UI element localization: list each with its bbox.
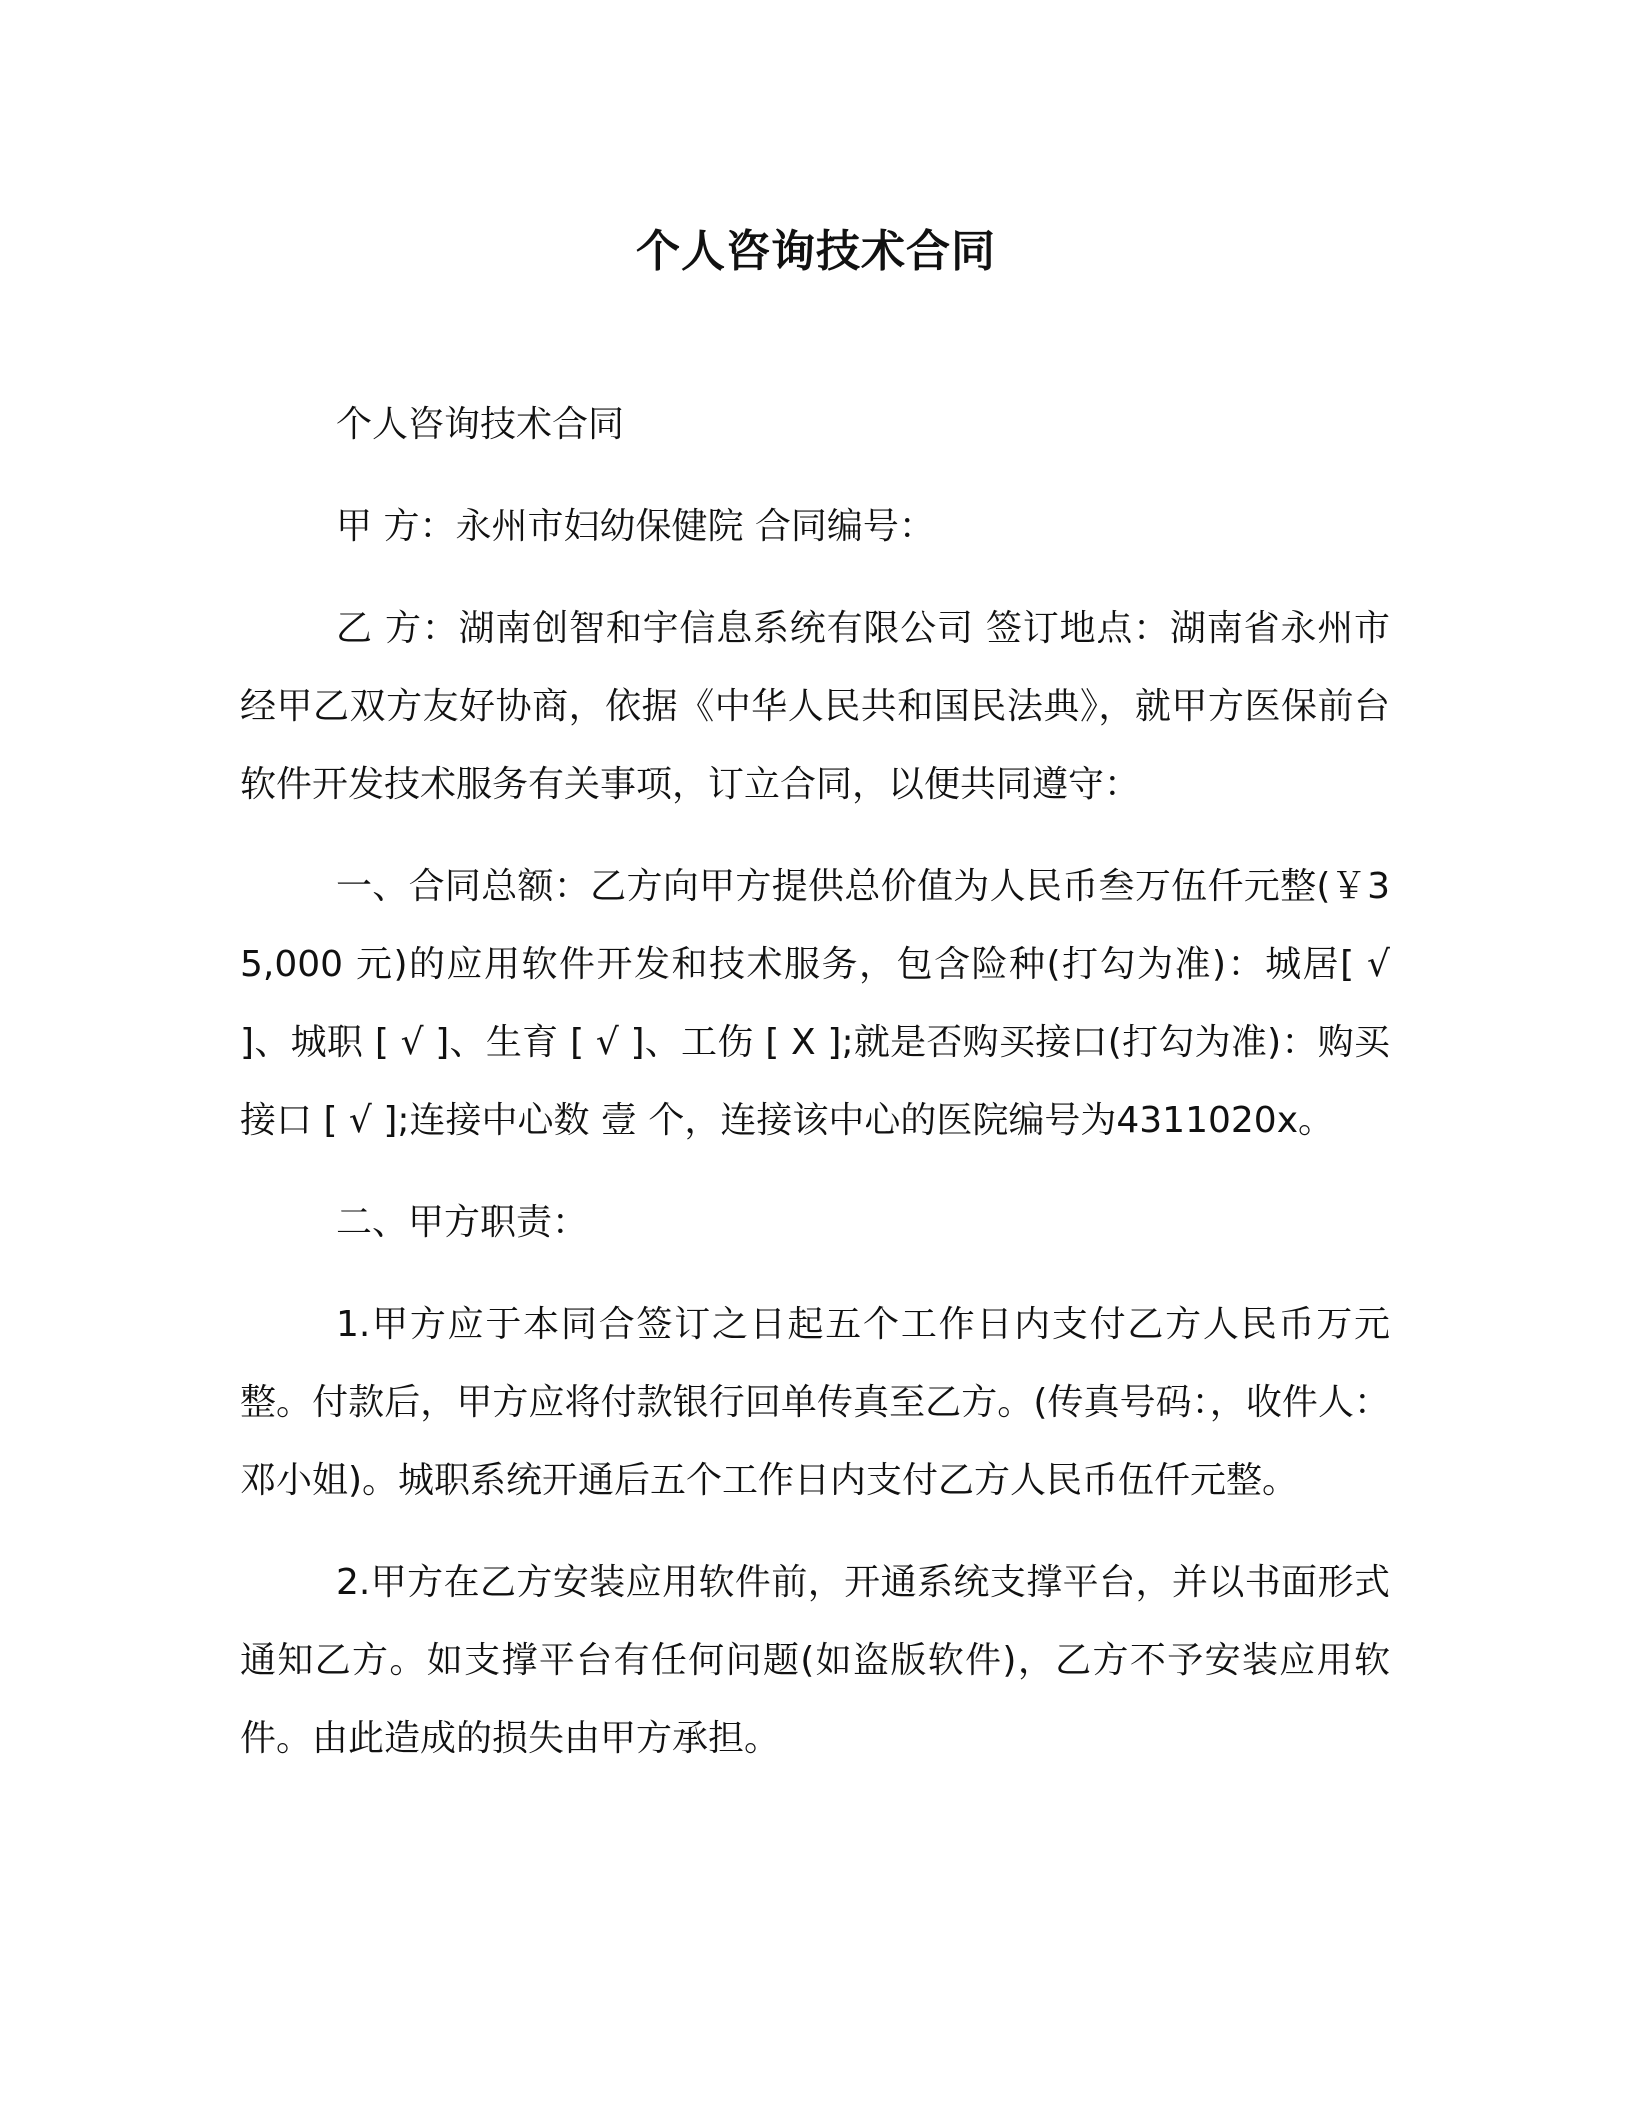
paragraph-party-b: 乙 方：湖南创智和宇信息系统有限公司 签订地点：湖南省永州市 经甲乙双方友好协商，依据《中华人民共和国民法典》，就甲方医保前台软件开发技术服务有关事项，订立合同，以便共同遵守： — [240, 608, 1390, 805]
document-body — [240, 386, 1390, 1802]
paragraph-party-a: 甲 方：永州市妇幼保健院 合同编号： — [336, 506, 935, 547]
paragraph-party-a-duties-heading: 二、甲方职责： — [336, 1202, 589, 1243]
document-title: 个人咨询技术合同 — [636, 226, 996, 277]
paragraph-duty-1: 1.甲方应于本同合签订之日起五个工作日内支付乙方人民币万元整。付款后，甲方应将付款银行回单传真至乙方。(传真号码：，收件人：邓小姐)。城职系统开通后五个工作日内支付乙方人民币伍仟元整。 — [240, 1304, 1390, 1501]
paragraph-contract-amount: 一、合同总额：乙方向甲方提供总价值为人民币叁万伍仟元整(￥35,000 元)的应用软件开发和技术服务，包含险种(打勾为准)：城居[ √ ]、城职 [ √ ]、生育 [ √ ]、工伤 [ X ];就是否购买接口(打勾为准)：购买接口 [ √ ];连接中心数 壹 个，连接该中心的医院编号为4311020x。 — [240, 866, 1390, 1141]
paragraph-duty-2: 2.甲方在乙方安装应用软件前，开通系统支撑平台，并以书面形式通知乙方。如支撑平台有任何问题(如盗版软件)，乙方不予安装应用软件。由此造成的损失由甲方承担。 — [240, 1562, 1390, 1759]
paragraph-subtitle: 个人咨询技术合同 — [336, 404, 625, 445]
